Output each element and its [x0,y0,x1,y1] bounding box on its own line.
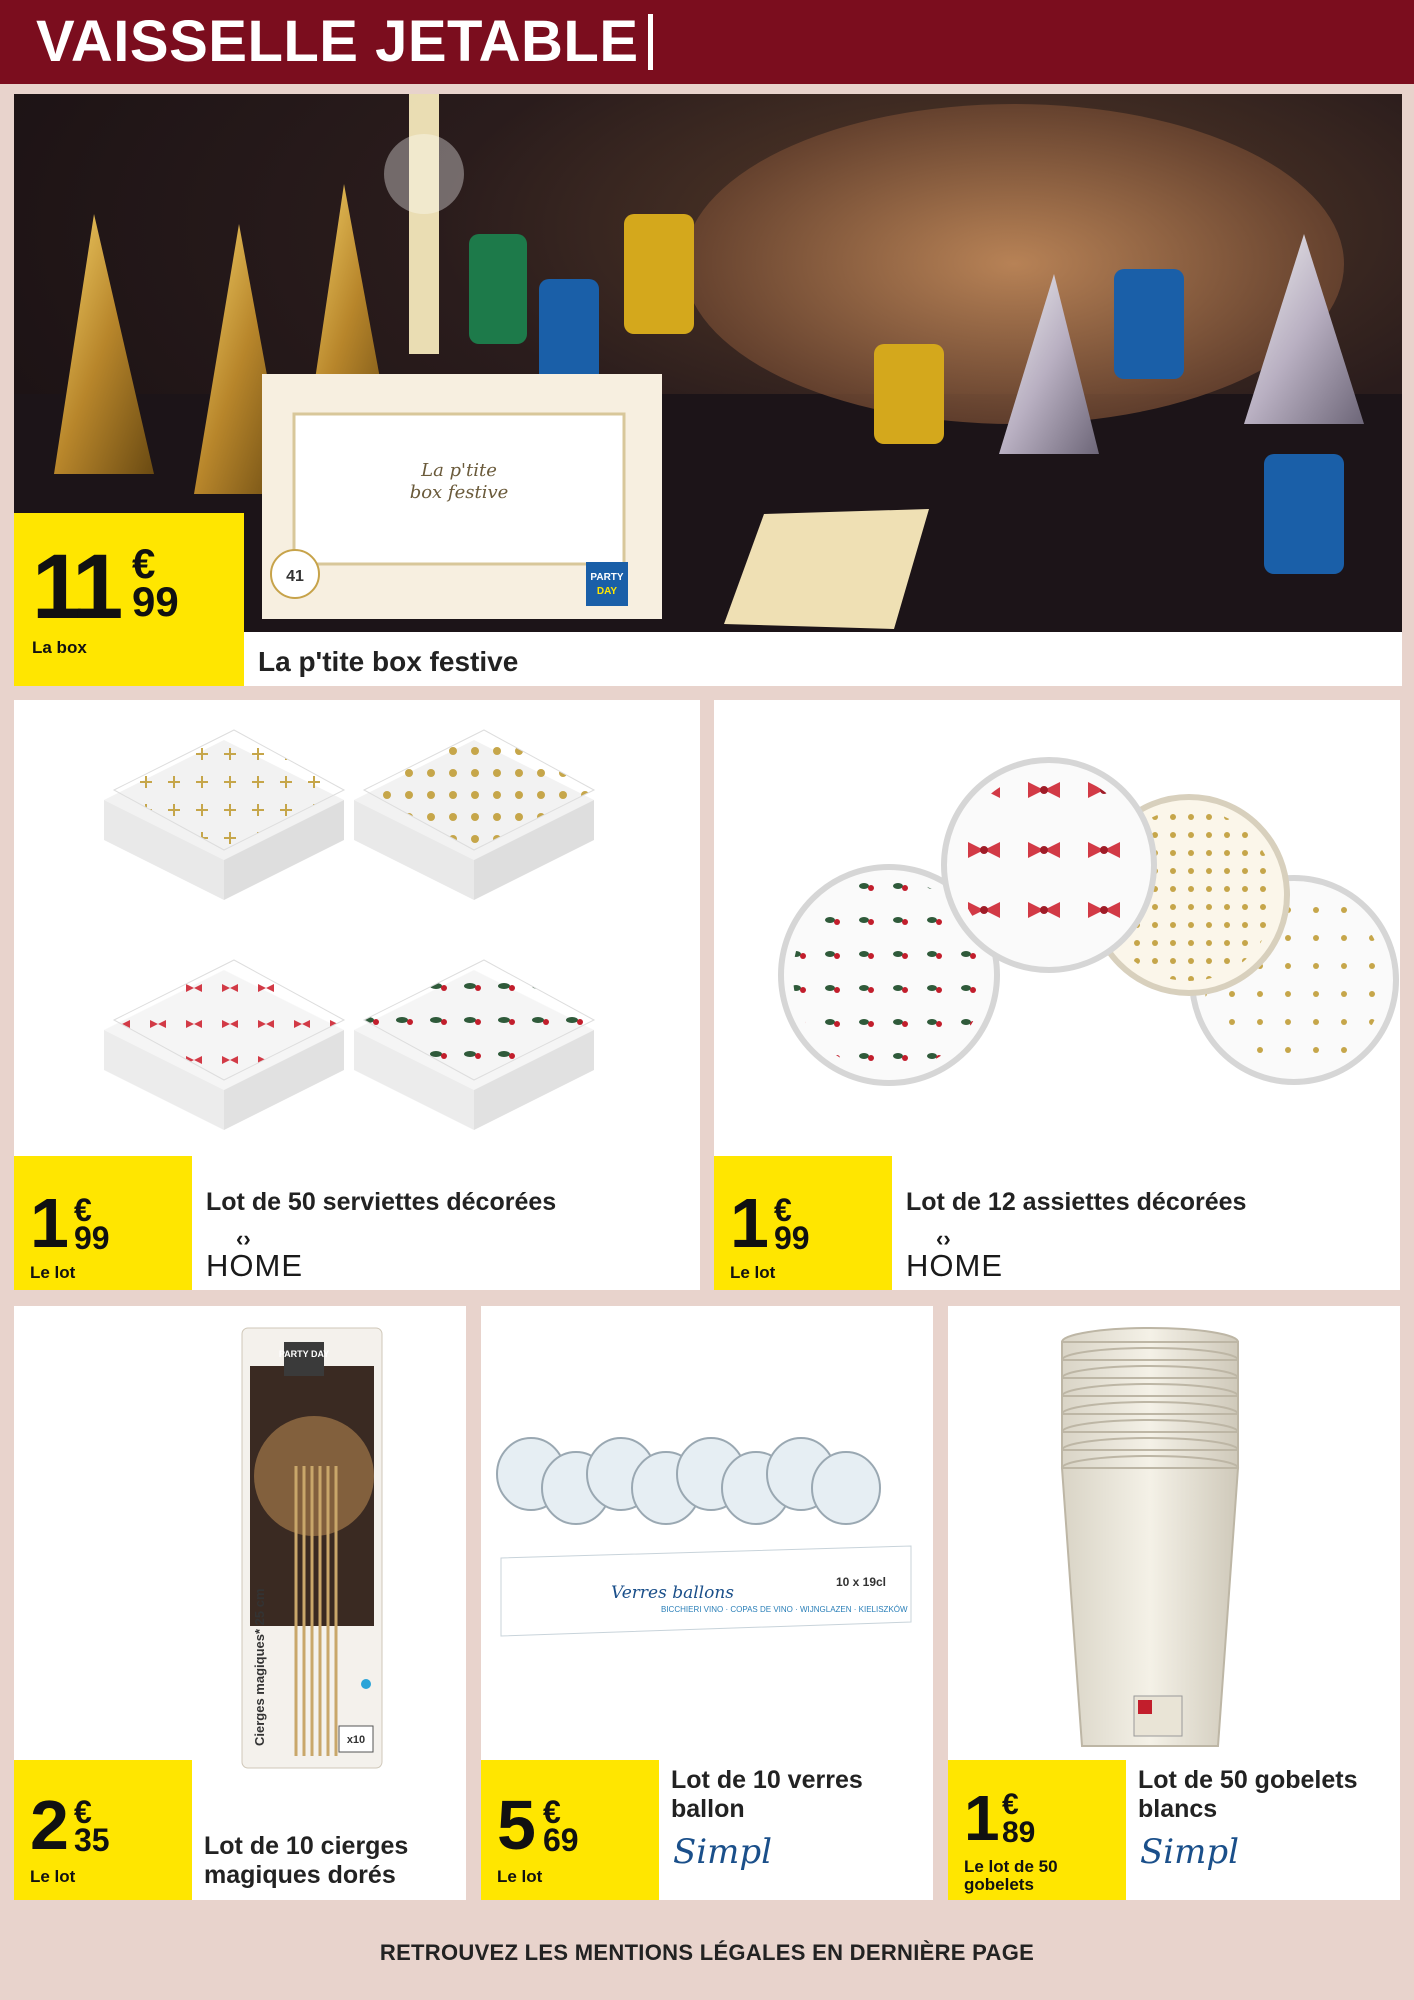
brand-logo-simpl: Simpl [1140,1832,1240,1872]
currency-symbol: € [1002,1788,1019,1821]
price-euros: 2 [30,1786,69,1864]
price-cents: 99 [132,578,179,625]
brand-logo-home [906,1226,1016,1286]
title-divider [648,14,653,70]
brand-name: HOME [906,1248,1003,1283]
package-brand: PARTY DAY [278,1349,330,1359]
price-unit: Le lot [30,1867,76,1886]
product-card-serviettes[interactable] [14,700,700,1290]
currency-symbol: € [74,1794,92,1830]
price-unit: La box [32,638,87,657]
product-title: Lot de 50 gobelets blancs [1138,1766,1358,1823]
price-euros: 1 [964,1782,1000,1854]
currency-symbol: € [74,1192,92,1228]
product-card-assiettes[interactable] [714,700,1400,1290]
price-euros: 1 [730,1184,769,1262]
price-unit: Le lot [30,1263,76,1282]
svg-text:PARTY: PARTY [590,572,624,583]
cups-stack-illustration [948,1306,1400,1776]
package-size: 10 x 19cl [835,1575,887,1589]
napkins-illustration [14,700,700,1160]
package-label-translations: BICCHIERI VINO · COPAS DE VINO · WIJNGLAZEN · KIELISZKÓW [661,1605,908,1614]
svg-text:41: 41 [286,568,304,585]
price-tag [14,1760,192,1900]
price-tag [948,1760,1126,1900]
price-cents: 35 [74,1822,110,1858]
carrefour-logo-icon: ‹› [236,1226,251,1251]
brand-name: HOME [206,1248,303,1283]
price-euros: 11 [32,536,118,638]
price-tag [481,1760,659,1900]
hero-price-tag [14,513,244,686]
svg-text:La p'tite: La p'tite [421,460,497,481]
price-unit: Le lot de 50 gobelets [964,1857,1058,1894]
legal-notice: RETROUVEZ LES MENTIONS LÉGALES EN DERNIÈRE PAGE [379,1940,1035,1965]
product-title: Lot de 50 serviettes décorées [206,1188,557,1216]
package-count: x10 [346,1734,366,1746]
carrefour-logo-icon: ‹› [936,1226,951,1251]
brand-logo-simpl: Simpl [673,1832,773,1872]
product-title: Lot de 10 verres ballon [671,1766,863,1823]
product-card-cierges[interactable] [14,1306,466,1900]
currency-symbol: € [132,540,156,587]
product-title: Lot de 10 cierges magiques dorés [204,1832,409,1889]
product-title: Lot de 12 assiettes décorées [906,1188,1247,1216]
price-cents: 99 [774,1220,810,1256]
price-euros: 1 [30,1184,69,1262]
plates-illustration [714,700,1400,1160]
currency-symbol: € [543,1794,561,1830]
price-euros: 5 [497,1786,536,1864]
page-header [0,0,1414,84]
price-tag [14,1156,192,1290]
sparklers-package-illustration [14,1306,466,1776]
brand-logo-home [206,1226,316,1286]
price-tag [714,1156,892,1290]
product-card-verres[interactable] [481,1306,933,1900]
price-cents: 89 [1002,1816,1036,1849]
svg-text:box festive: box festive [409,482,509,503]
svg-text:DAY: DAY [596,586,618,597]
package-label: Cierges magiques* 25 cm [252,1588,267,1746]
product-card-gobelets[interactable] [948,1306,1400,1900]
package-label: Verres ballons [611,1583,735,1603]
page-title: VAISSELLE JETABLE [36,9,639,74]
price-cents: 69 [543,1822,579,1858]
price-unit: Le lot [497,1867,543,1886]
price-cents: 99 [74,1220,110,1256]
product-title: La p'tite box festive [258,646,519,677]
hero-card[interactable] [14,94,1402,686]
price-unit: Le lot [730,1263,776,1282]
currency-symbol: € [774,1192,792,1228]
glasses-package-illustration [481,1306,933,1776]
